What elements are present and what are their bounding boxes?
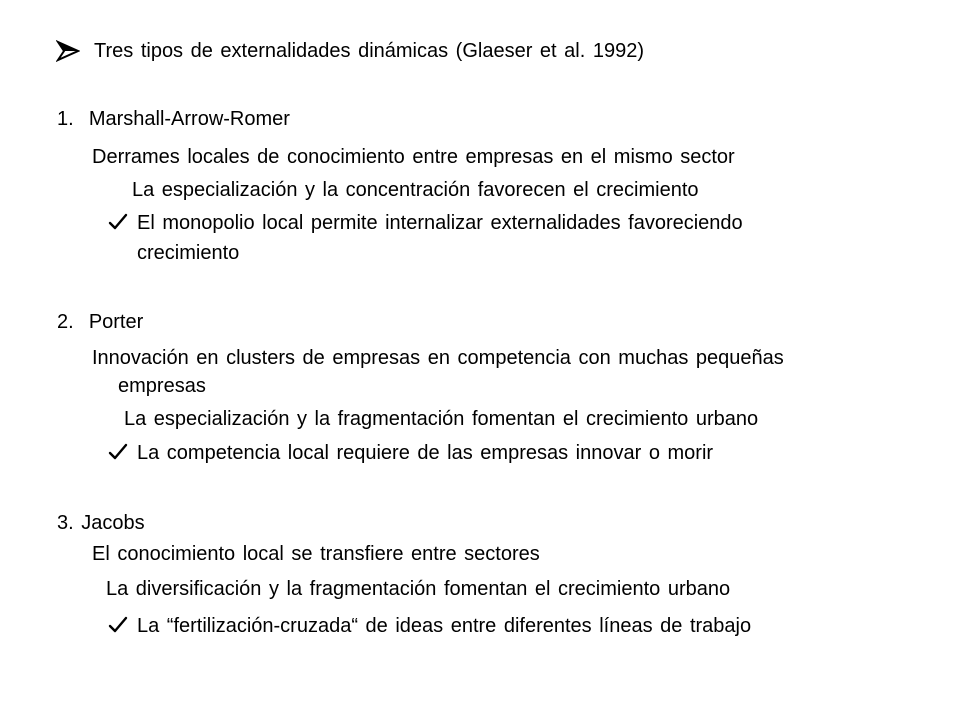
section-3-number: 3. [57, 512, 74, 534]
section-2-name: Porter [88, 311, 144, 333]
arrow-bullet-icon [56, 40, 80, 62]
section-1-checkpoint-line1: El monopolio local permite internalizar externalidades favoreciendo [137, 212, 743, 234]
section-2-description-line2: empresas [118, 375, 206, 397]
checkmark-icon [108, 615, 128, 635]
section-3-condition: La diversificación y la fragmentación fomentan el crecimiento urbano [106, 578, 731, 600]
section-1-number: 1. [57, 108, 74, 130]
section-3-description: El conocimiento local se transfiere entre sectores [92, 543, 540, 565]
section-1-title [57, 106, 290, 132]
checkmark-icon [108, 212, 128, 232]
section-2-title [57, 309, 143, 335]
section-2-description-line1: Innovación en clusters de empresas en competencia con muchas pequeñas [92, 347, 784, 369]
section-2-checkpoint: La competencia local requiere de las empresas innovar o morir [137, 442, 714, 464]
section-3-name: Jacobs [81, 512, 145, 534]
section-2-number: 2. [57, 311, 74, 333]
section-3-checkpoint: La “fertilización-cruzada“ de ideas entre diferentes líneas de trabajo [137, 615, 752, 637]
checkmark-icon [108, 442, 128, 462]
section-1-description: Derrames locales de conocimiento entre empresas en el mismo sector [92, 146, 735, 168]
section-2-condition: La especialización y la fragmentación fomentan el crecimiento urbano [124, 408, 759, 430]
section-1-checkpoint-line2: crecimiento [137, 242, 240, 264]
section-1-name: Marshall-Arrow-Romer [88, 108, 290, 130]
slide-heading: Tres tipos de externalidades dinámicas (Glaeser et al. 1992) [94, 40, 644, 62]
section-3-title [57, 510, 145, 536]
section-1-condition: La especialización y la concentración favorecen el crecimiento [132, 179, 699, 201]
